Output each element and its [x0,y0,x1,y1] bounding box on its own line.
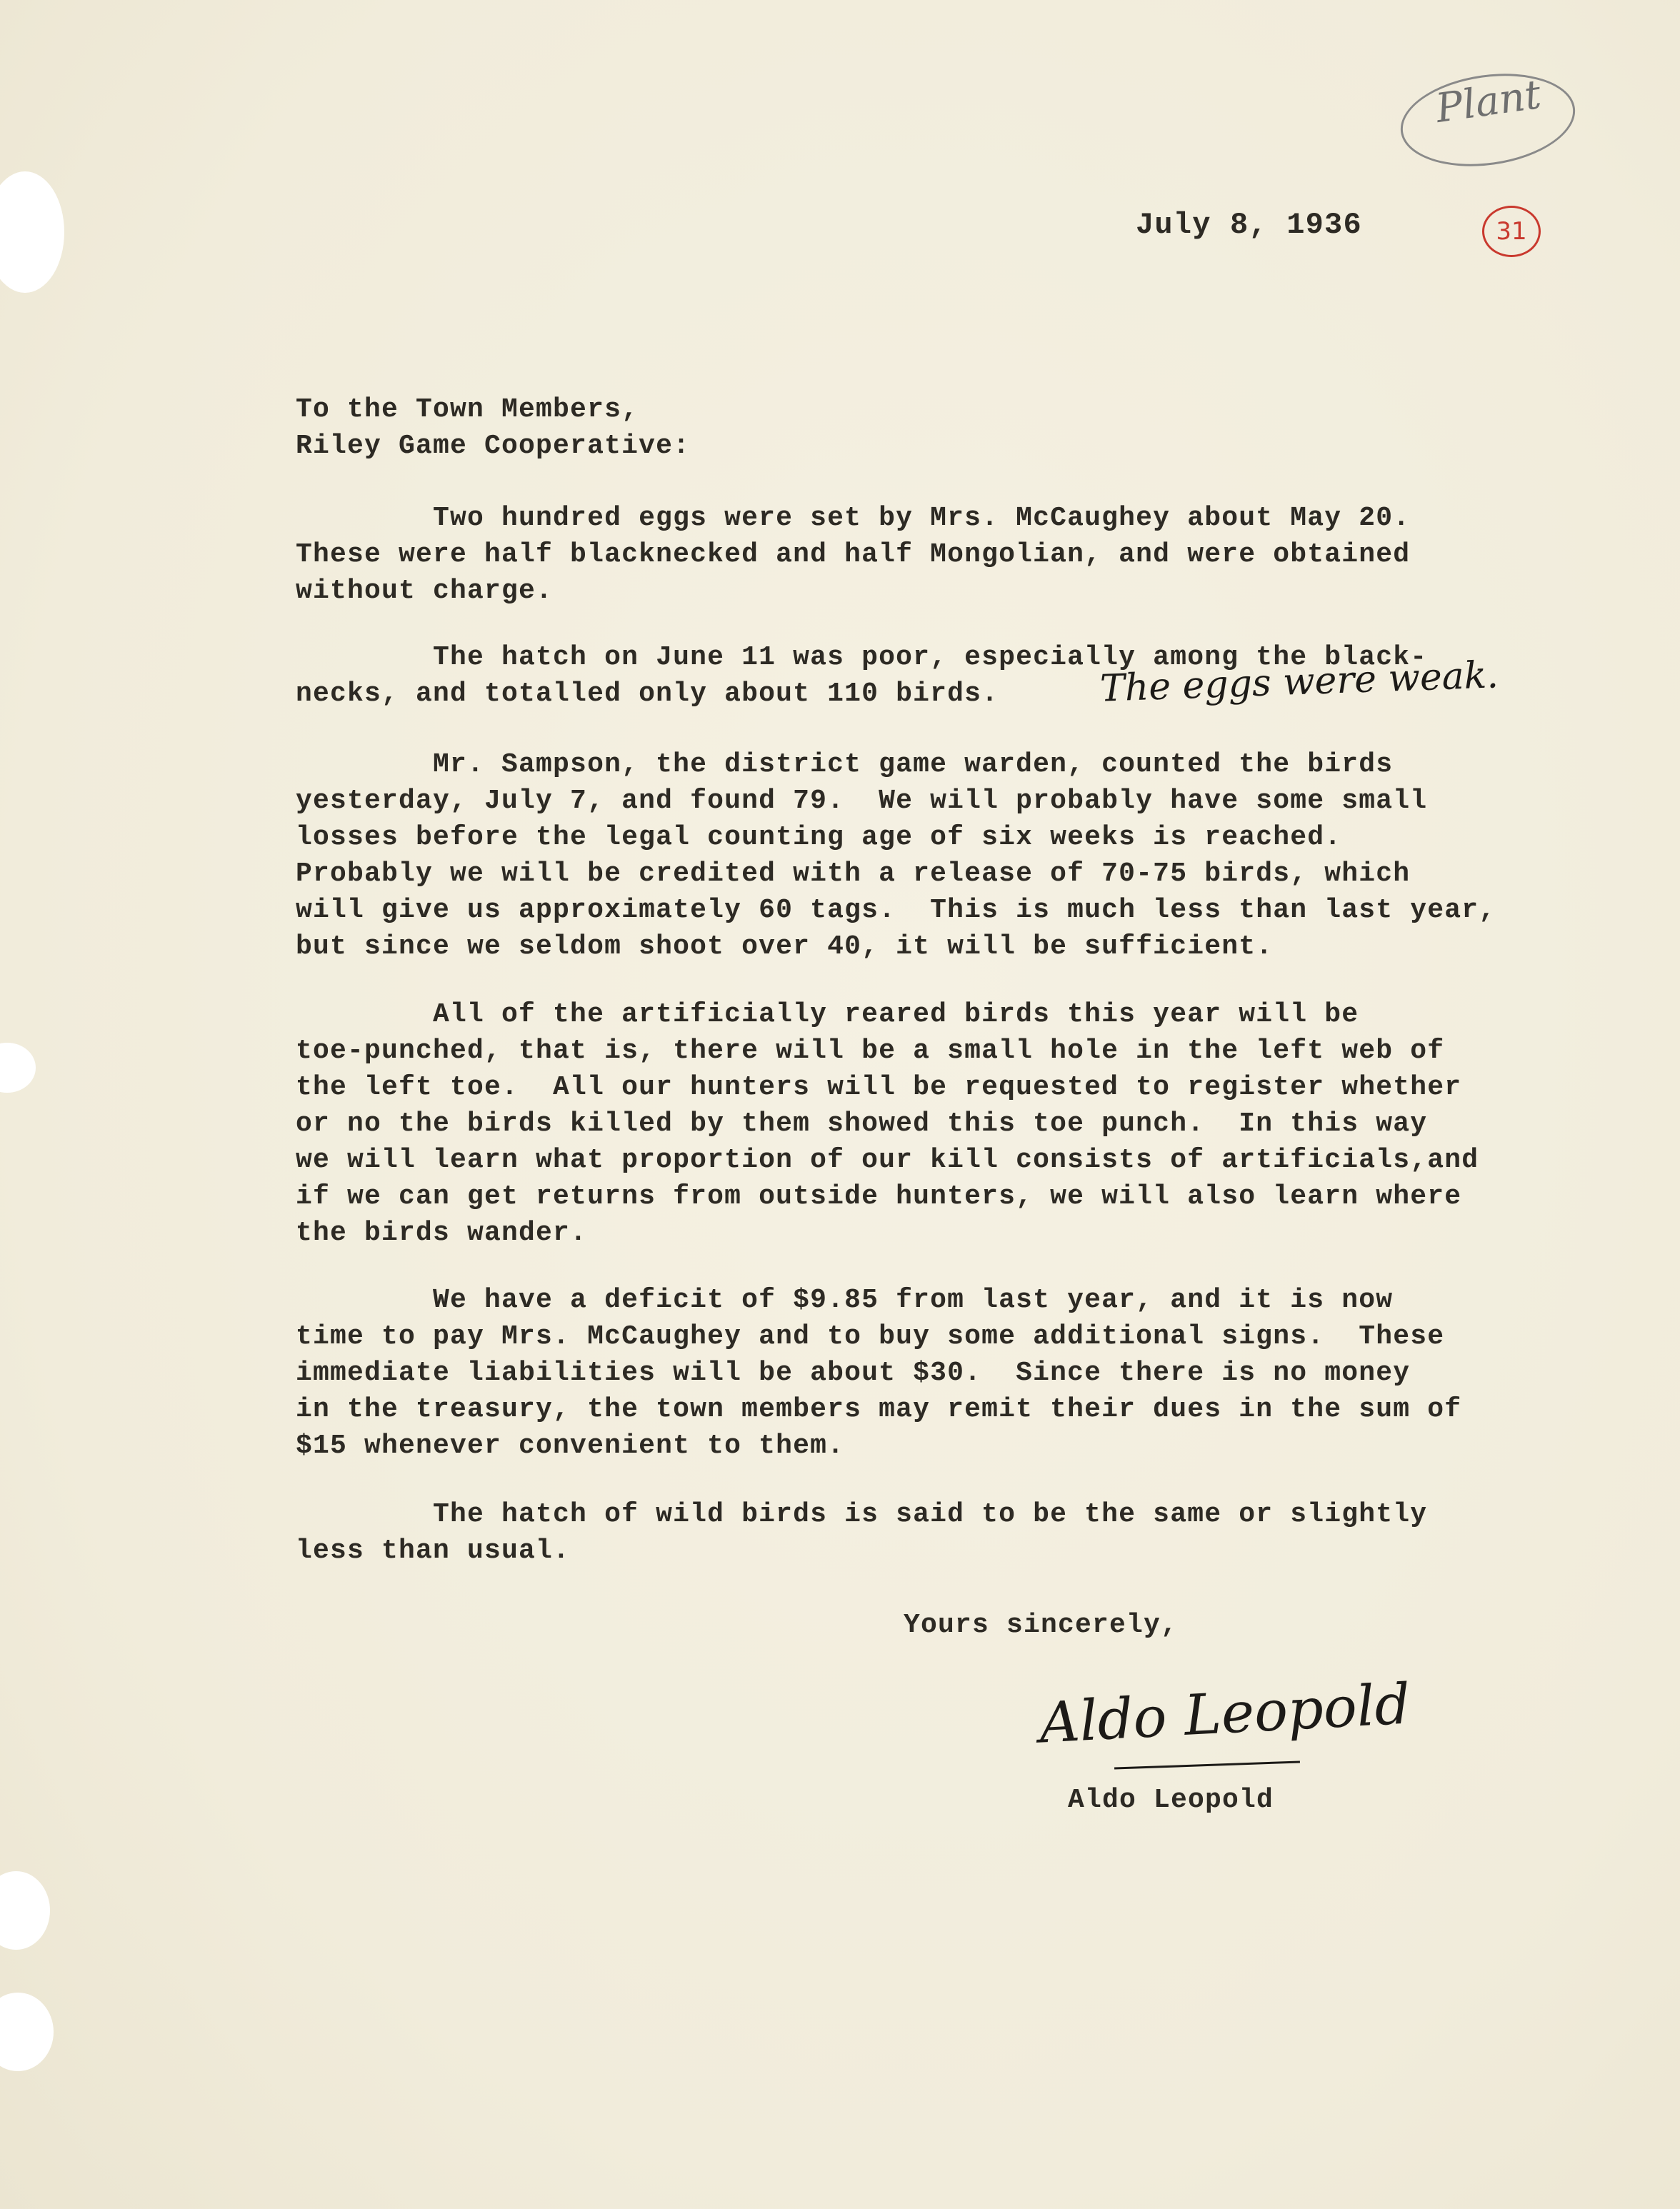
paragraph-line: These were half blacknecked and half Mongolian, and were obtained [296,539,1411,570]
paragraph-line: The hatch on June 11 was poor, especially among the black- [296,642,1428,673]
paragraph-line: the birds wander. [296,1218,588,1248]
paragraph-line: without charge. [296,576,554,606]
signature: Aldo Leopold [1038,1672,1412,1756]
paragraph-line: Mr. Sampson, the district game warden, counted the birds [296,749,1394,780]
paragraph-line: losses before the legal counting age of six weeks is reached. [296,822,1342,853]
paragraph-line: necks, and totalled only about 110 birds. [296,678,999,709]
letter-date: July 8, 1936 [1136,208,1362,242]
handwritten-note: The eggs were weak. [1099,653,1499,711]
punch-hole-top [0,171,64,293]
paragraph-line: will give us approximately 60 tags. This is much less than last year, [296,895,1496,926]
paragraph-line: toe-punched, that is, there will be a small hole in the left web of [296,1036,1445,1066]
punch-hole-middle [0,1043,36,1093]
paragraph-line: yesterday, July 7, and found 79. We will probably have some small [296,786,1428,816]
paragraph-line: Probably we will be credited with a release of 70-75 birds, which [296,858,1411,889]
signature-underline [1114,1760,1300,1769]
paragraph-line: the left toe. All our hunters will be requested to register whether [296,1072,1462,1103]
paragraph-line: $15 whenever convenient to them. [296,1431,845,1461]
paragraph-line: immediate liabilities will be about $30. Since there is no money [296,1358,1411,1388]
paragraph-line: less than usual. [296,1536,571,1566]
closing: Yours sincerely, [904,1610,1179,1641]
punch-hole-lower [0,1871,50,1950]
paragraph-3 [296,746,1553,965]
page-number: 31 [1482,206,1541,257]
punch-hole-bottom [0,1993,54,2071]
typed-name: Aldo Leopold [1068,1785,1274,1815]
paragraph-4 [296,996,1553,1251]
salutation-line-2: Riley Game Cooperative: [296,431,691,461]
paragraph-line: Two hundred eggs were set by Mrs. McCaughey about May 20. [296,503,1411,534]
archive-note: Plant [1433,71,1544,132]
paragraph-line: time to pay Mrs. McCaughey and to buy some additional signs. These [296,1321,1445,1352]
paragraph-line: we will learn what proportion of our kill consists of artificials,and [296,1145,1479,1176]
paragraph-line: The hatch of wild birds is said to be the same or slightly [296,1499,1428,1530]
paragraph-line: or no the birds killed by them showed this toe punch. In this way [296,1108,1428,1139]
salutation-line-1: To the Town Members, [296,394,639,425]
paragraph-6 [296,1496,1553,1569]
paragraph-line: if we can get returns from outside hunters, we will also learn where [296,1181,1462,1212]
paragraph-5 [296,1282,1553,1464]
paragraph-line: All of the artificially reared birds this year will be [296,999,1359,1030]
paragraph-line: in the treasury, the town members may remit their dues in the sum of [296,1394,1462,1425]
paragraph-1 [296,500,1553,609]
paragraph-line: We have a deficit of $9.85 from last year, and it is now [296,1285,1394,1316]
paragraph-line: but since we seldom shoot over 40, it will be sufficient. [296,931,1274,962]
